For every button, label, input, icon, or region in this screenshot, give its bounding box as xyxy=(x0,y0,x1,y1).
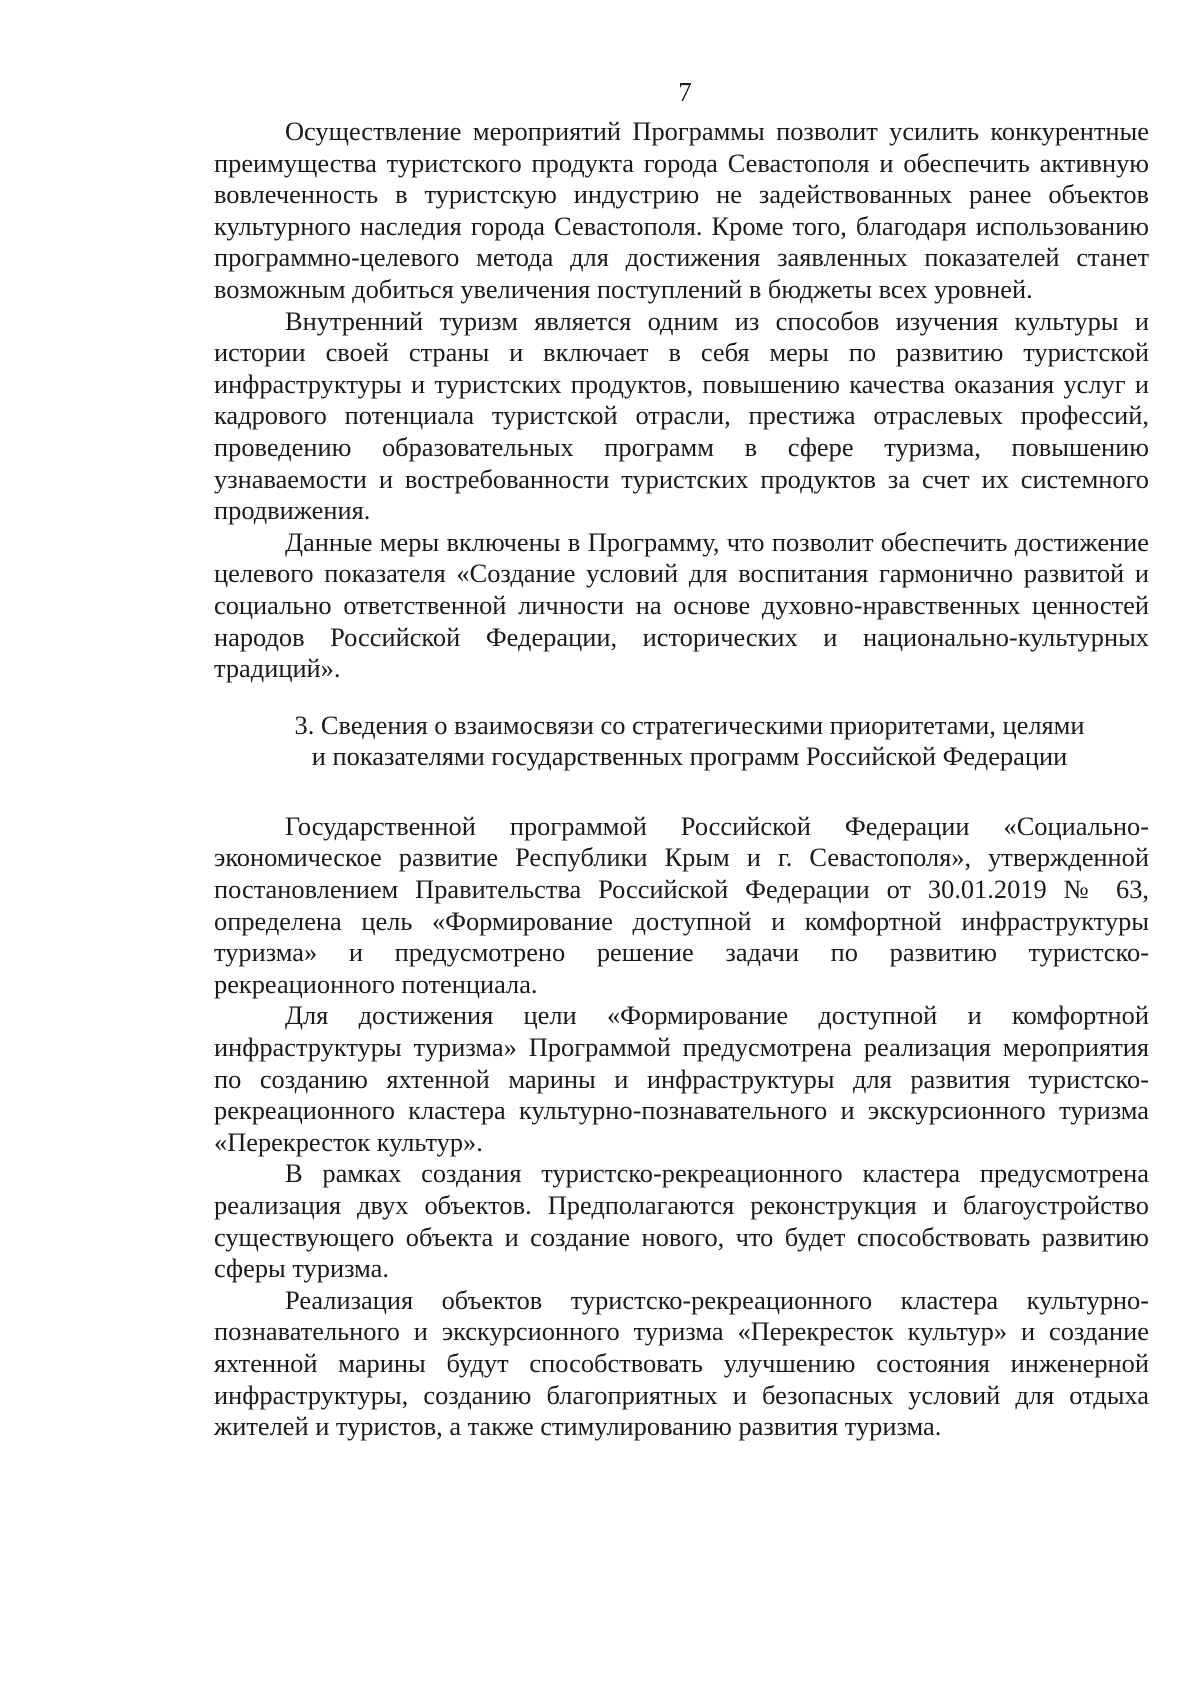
paragraph: В рамках создания туристско-рекреационного кластера предусмотрена реализация двух объектов. Предполагаются реконструкция и благоустройство существующего объекта и создание нового, что будет способствовать развитию сферы туризма. xyxy=(214,1158,1149,1284)
page-number: 7 xyxy=(678,77,692,107)
section-heading-line: и показателями государственных программ Российской Федерации xyxy=(311,741,1068,772)
paragraph: Осуществление мероприятий Программы позволит усилить конкурентные преимущества туристского продукта города Севастополя и обеспечить активную вовлеченность в туристскую индустрию не задействованных ранее объектов культурного наследия города Севастополя. Кроме того, благодаря использованию программно-целевого метода для достижения заявленных показателей станет возможным добиться увеличения поступлений в бюджеты всех уровней. xyxy=(214,116,1149,304)
paragraph: Реализация объектов туристско-рекреационного кластера культурно-познавательного и экскурсионного туризма «Перекресток культур» и создание яхтенной марины будут способствовать улучшению состояния инженерной инфраструктуры, созданию благоприятных и безопасных условий для отдыха жителей и туристов, а также стимулированию развития туризма. xyxy=(214,1284,1149,1442)
paragraph: Внутренний туризм является одним из способов изучения культуры и истории своей страны и включает в себя меры по развитию туристской инфраструктуры и туристских продуктов, повышению качества оказания услуг и кадрового потенциала туристской отрасли, престижа отраслевых профессий, проведению образовательных программ в сфере туризма, повышению узнаваемости и востребованности туристских продуктов за счет их системного продвижения. xyxy=(214,305,1149,526)
document-body xyxy=(214,116,1149,1443)
section-heading xyxy=(214,710,1149,773)
paragraph: Данные меры включены в Программу, что позволит обеспечить достижение целевого показателя «Создание условий для воспитания гармонично развитой и социально ответственной личности на основе духовно-нравственных ценностей народов Российской Федерации, исторических и национально-культурных традиций». xyxy=(214,526,1149,684)
section-heading-line: 3. Сведения о взаимосвязи со стратегическими приоритетами, целями xyxy=(294,709,1085,740)
paragraph: Для достижения цели «Формирование доступной и комфортной инфраструктуры туризма» Программой предусмотрена реализация мероприятия по созданию яхтенной марины и инфраструктуры для развития туристско-рекреационного кластера культурно-познавательного и экскурсионного туризма «Перекресток культур». xyxy=(214,1000,1149,1157)
paragraph: Государственной программой Российской Федерации «Социально-экономическое развитие Республики Крым и г. Севастополя», утвержденной постановлением Правительства Российской Федерации от 30.01.2019 № 63, определена цель «Формирование доступной и комфортной инфраструктуры туризма» и предусмотрено решение задачи по развитию туристско-рекреационного потенциала. xyxy=(214,810,1149,999)
